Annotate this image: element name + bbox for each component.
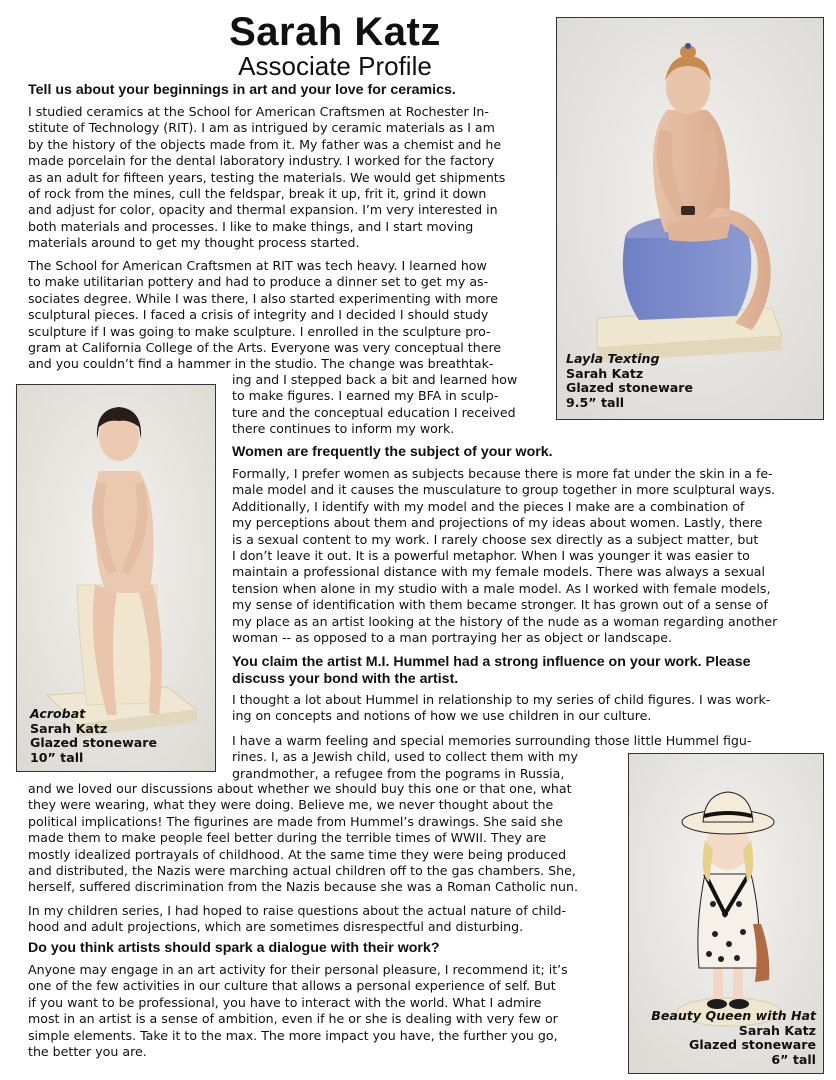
text-line: I have a warm feeling and special memories surrounding those little Hummel figu- (232, 733, 752, 748)
title-block (140, 12, 530, 80)
text-line: Formally, I prefer women as subjects because there is more fat under the skin in a fe- (232, 466, 773, 481)
text-line: the better you are. (28, 1044, 147, 1060)
text-line: simple elements. Take it to the max. The more impact you have, the further you go, (28, 1027, 558, 1043)
question-women: Women are frequently the subject of your work. (232, 444, 553, 460)
caption-acrobat (30, 707, 157, 765)
text-line: male model and it causes the musculature to group together in more sculptural ways. (232, 482, 776, 498)
question-hummel (232, 654, 750, 688)
text-line: hood and adult projections, which are sometimes disrespectful and disturbing. (28, 919, 524, 935)
caption-beauty-title: Beauty Queen with Hat (651, 1008, 816, 1023)
caption-acrobat-medium: Glazed stoneware (30, 735, 157, 751)
caption-acrobat-title: Acrobat (30, 706, 86, 721)
caption-acrobat-artist: Sarah Katz (30, 720, 108, 736)
text-line: and distributed, the Nazis were marching actual children off to the gas chambers. She, (28, 863, 576, 879)
caption-beauty-artist: Sarah Katz (738, 1022, 816, 1038)
paragraph-rit-continued (232, 372, 517, 438)
page-title: Sarah Katz (229, 10, 441, 54)
text-line: and adjust for color, opacity and thermal expansion. I’m very interested in (28, 202, 498, 218)
text-line: my perceptions about them and projections of my ideas about women. Lastly, there (232, 515, 763, 531)
text-line: Additionally, I identify with my model and the pieces I make are a combination of (232, 498, 745, 514)
text-line: sculpture if I was going to make sculpture. I enrolled in the sculpture pro- (28, 323, 491, 339)
text-line: I studied ceramics at the School for American Craftsmen at Rochester In- (28, 104, 489, 119)
text-line: materials around to get my thought process started. (28, 235, 360, 251)
text-line: they were wearing, what they were doing. Believe me, we never thought about the (28, 797, 554, 813)
text-line: my place as an artist looking at the history of the nude as a woman regarding another (232, 613, 778, 629)
text-line: ing on concepts and notions of how we use children in our culture. (232, 708, 652, 724)
text-line: ing and I stepped back a bit and learned how (232, 372, 518, 387)
text-line: woman -- as opposed to a man portraying her as object or landscape. (232, 630, 673, 646)
caption-layla-texting (566, 352, 693, 410)
text-line: to make utilitarian pottery and had to produce a dinner set to get my as- (28, 274, 489, 290)
text-line: stitute of Technology (RIT). I am as intrigued by ceramic materials as I am (28, 120, 495, 136)
paragraph-hummel-series (232, 692, 770, 725)
text-line: Anyone may engage in an art activity for their personal pleasure, I recommend it; it’s (28, 962, 568, 977)
caption-layla-size: 9.5” tall (566, 394, 625, 410)
text-line: rines. I, as a Jewish child, used to collect them with my (232, 749, 578, 765)
paragraph-women (232, 466, 777, 646)
text-line: grandmother, a refugee from the pograms in Russia, (232, 765, 565, 781)
text-line: one of the few activities in our culture that allows a personal experience of self. But (28, 978, 556, 994)
question-hummel-line2: discuss your bond with the artist. (232, 671, 459, 687)
text-line: I don’t leave it out. It is a powerful metaphor. When I was younger it was easier to (232, 548, 750, 564)
text-line: is a sexual content to my work. I rarely choose sex directly as a subject matter, but (232, 531, 759, 547)
text-line: and we loved our discussions about whether we should buy this one or that one, what (28, 781, 572, 796)
caption-beauty-queen (650, 1009, 816, 1067)
text-line: my sense of identification with them became stronger. It has grown out of a sense of (232, 597, 768, 613)
text-line: to make figures. I earned my BFA in sculp- (232, 388, 499, 404)
paragraph-dialogue (28, 962, 568, 1060)
text-line: by the history of the objects made from it. My father was a chemist and he (28, 136, 502, 152)
text-line: political implications! The figurines are made from Hummel’s drawings. She said she (28, 813, 563, 829)
text-line: made them to make people feel better during the terrible times of WWII. They are (28, 830, 547, 846)
paragraph-rit (28, 258, 501, 373)
text-line: tension when alone in my studio with a male model. As I worked with female models, (232, 580, 771, 596)
text-line: both materials and processes. I like to make things, and I start moving (28, 218, 474, 234)
question-hummel-line1: You claim the artist M.I. Hummel had a strong influence on your work. Please (232, 654, 751, 670)
text-line: maintain a professional distance with my female models. There was always a sexual (232, 564, 766, 580)
paragraph-hummel-history (28, 781, 578, 896)
question-dialogue: Do you think artists should spark a dialogue with their work? (28, 940, 440, 956)
caption-beauty-medium: Glazed stoneware (689, 1037, 816, 1053)
text-line: sociates degree. While I was there, I also started experimenting with more (28, 290, 499, 306)
text-line: The School for American Craftsmen at RIT was tech heavy. I learned how (28, 258, 487, 273)
text-line: if you want to be professional, you have to interact with the world. What I admire (28, 994, 542, 1010)
text-line: made porcelain for the dental laboratory industry. I worked for the factory (28, 153, 495, 169)
text-line: I thought a lot about Hummel in relationship to my series of child figures. I was work- (232, 692, 771, 707)
text-line: as an adult for fifteen years, testing the materials. We would get shipments (28, 169, 506, 185)
caption-layla-artist: Sarah Katz (566, 365, 644, 381)
paragraph-beginnings (28, 104, 505, 252)
text-line: sculptural pieces. I faced a crisis of integrity and I decided I should study (28, 307, 489, 323)
text-line: of rock from the mines, cull the feldspar, break it up, frit it, grind it down (28, 186, 487, 202)
caption-layla-medium: Glazed stoneware (566, 380, 693, 396)
paragraph-children-series (28, 903, 566, 936)
text-line: and you couldn’t find a hammer in the studio. The change was breathtak- (28, 356, 494, 372)
question-beginnings: Tell us about your beginnings in art and your love for ceramics. (28, 82, 456, 98)
page-subtitle: Associate Profile (238, 51, 432, 81)
caption-beauty-size: 6” tall (771, 1051, 816, 1067)
text-line: herself, suffered discrimination from the Nazis because she was a Roman Catholic nun. (28, 879, 578, 895)
caption-layla-title: Layla Texting (566, 351, 660, 366)
text-line: gram at California College of the Arts. Everyone was very conceptual there (28, 340, 502, 356)
text-line: most in an artist is a sense of ambition, even if he or she is dealing with very few or (28, 1011, 558, 1027)
caption-acrobat-size: 10” tall (30, 749, 84, 765)
text-line: mostly idealized portrayals of childhood. At the same time they were being produced (28, 846, 567, 862)
text-line: In my children series, I had hoped to raise questions about the actual nature of child- (28, 903, 567, 918)
text-line: ture and the conceptual education I received (232, 404, 516, 420)
text-line: there continues to inform my work. (232, 421, 455, 437)
